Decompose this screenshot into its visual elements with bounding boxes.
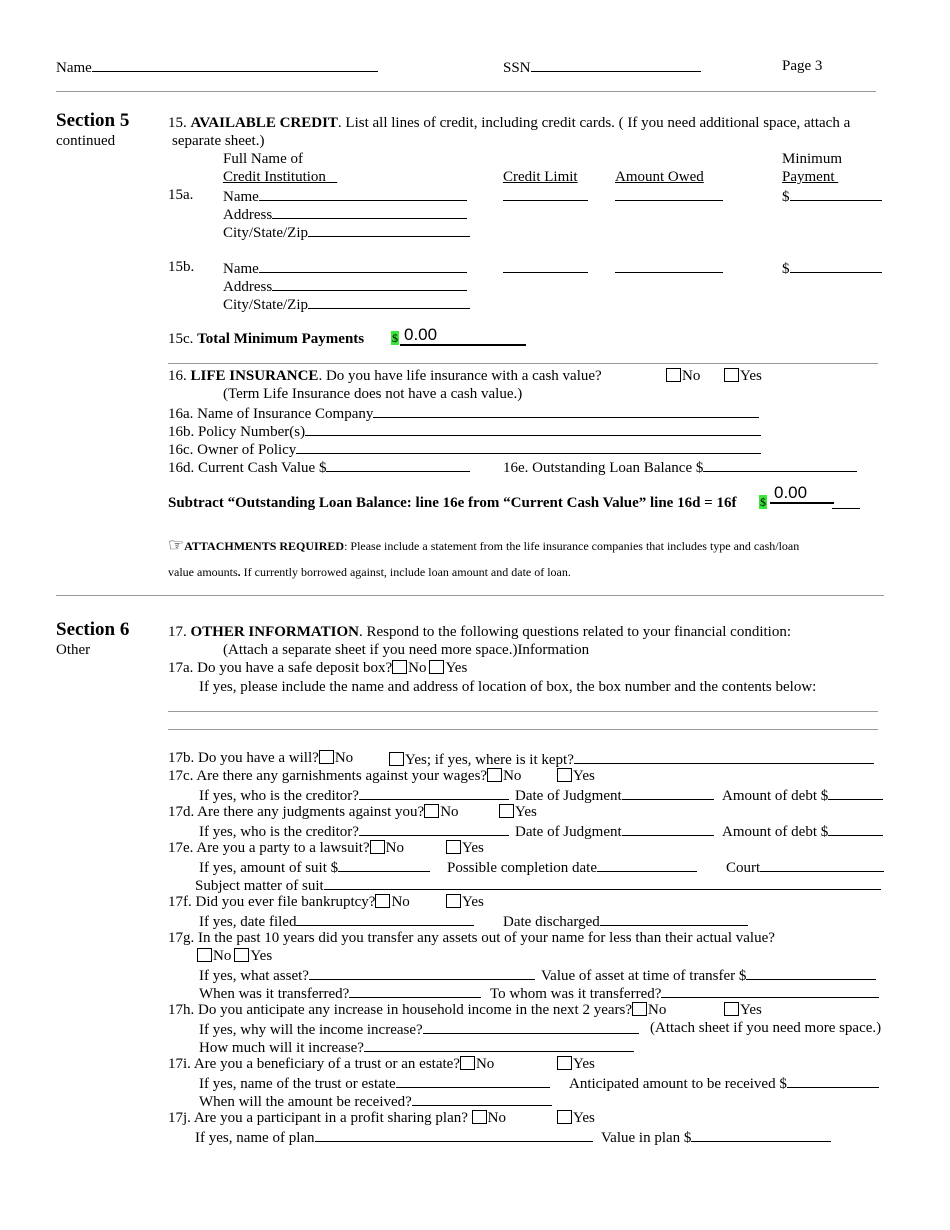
- q16f-input[interactable]: 0.00: [770, 484, 834, 504]
- q17i-anticipated[interactable]: Anticipated amount to be received $: [569, 1073, 879, 1093]
- divider-15-16: [168, 363, 878, 364]
- q17g-what-asset[interactable]: If yes, what asset?: [199, 965, 535, 985]
- q16b-field[interactable]: 16b. Policy Number(s): [168, 421, 761, 441]
- row-15a-min-payment[interactable]: $: [782, 186, 882, 206]
- q17g-question: 17g. In the past 10 years did you transfer any assets out of your name for less than their actual value?: [168, 930, 775, 946]
- section5-title: Section 5: [56, 110, 130, 131]
- q16-no-option[interactable]: No: [666, 367, 700, 385]
- ssn-label: SSN: [503, 60, 531, 76]
- q17b-row: 17b. Do you have a will? No: [168, 750, 354, 766]
- row-15b-label: 15b.: [168, 259, 195, 275]
- q16-yes-checkbox[interactable]: [724, 368, 739, 382]
- pointing-hand-icon: ☞: [168, 535, 185, 555]
- q17-note: (Attach a separate sheet if you need more space.)Information: [223, 642, 590, 658]
- row-15b-credit-limit[interactable]: [503, 258, 588, 278]
- q16-no-checkbox[interactable]: [666, 368, 681, 382]
- q17e-row: 17e. Are you a party to a lawsuit? No: [168, 840, 404, 856]
- q17a-no-checkbox[interactable]: [392, 660, 407, 674]
- q17e-amount-suit[interactable]: If yes, amount of suit $: [199, 857, 430, 877]
- q16a-field[interactable]: 16a. Name of Insurance Company: [168, 403, 759, 423]
- q17b-no-checkbox[interactable]: [319, 750, 334, 764]
- q17e-subject-matter[interactable]: Subject matter of suit: [195, 875, 881, 895]
- q17g-when-transferred[interactable]: When was it transferred?: [199, 983, 481, 1003]
- q17e-yes-checkbox[interactable]: [446, 840, 461, 854]
- q16c-field[interactable]: 16c. Owner of Policy: [168, 439, 761, 459]
- col-credit-institution: Credit Institution: [223, 169, 326, 185]
- name-label: Name: [56, 60, 92, 76]
- q17j-plan-name[interactable]: If yes, name of plan: [195, 1127, 593, 1147]
- section-divider: [56, 595, 884, 596]
- q17i-no-checkbox[interactable]: [460, 1056, 475, 1070]
- q17a-contents-line-1[interactable]: [168, 711, 878, 712]
- q16f-tail-line: [832, 494, 860, 514]
- q17d-yes-option[interactable]: Yes: [499, 803, 537, 821]
- q17j-yes-checkbox[interactable]: [557, 1110, 572, 1124]
- q15-heading: 15. AVAILABLE CREDIT. List all lines of credit, including credit cards. ( If you need additional space, attach a: [168, 115, 851, 131]
- q16-heading: 16. LIFE INSURANCE. Do you have life insurance with a cash value?: [168, 368, 602, 384]
- q17h-row: 17h. Do you anticipate any increase in household income in the next 2 years? No: [168, 1002, 667, 1018]
- col-credit-limit: Credit Limit: [503, 169, 578, 185]
- q17j-value-plan[interactable]: Value in plan $: [601, 1127, 831, 1147]
- row-15b-city[interactable]: City/State/Zip: [223, 294, 470, 314]
- q17c-yes-option[interactable]: Yes: [557, 767, 595, 785]
- row-15b-amount-owed[interactable]: [615, 258, 723, 278]
- q17j-row: 17j. Are you a participant in a profit sharing plan? No: [168, 1110, 507, 1126]
- q17d-yes-checkbox[interactable]: [499, 804, 514, 818]
- q17h-yes-checkbox[interactable]: [724, 1002, 739, 1016]
- q17b-yes-row[interactable]: Yes; if yes, where is it kept?: [389, 749, 874, 769]
- row-15a-amount-owed[interactable]: [615, 186, 723, 206]
- q17c-date-judgment[interactable]: Date of Judgment: [515, 785, 714, 805]
- row-15a-address[interactable]: Address: [223, 204, 467, 224]
- q17f-date-discharged[interactable]: Date discharged: [503, 911, 748, 931]
- q17c-no-checkbox[interactable]: [487, 768, 502, 782]
- q16d-field[interactable]: 16d. Current Cash Value $: [168, 457, 470, 477]
- q17i-trust-name[interactable]: If yes, name of the trust or estate: [199, 1073, 550, 1093]
- q17c-yes-checkbox[interactable]: [557, 768, 572, 782]
- q17a-note: If yes, please include the name and address of location of box, the box number and the contents below:: [199, 679, 817, 695]
- row-15a-credit-limit[interactable]: [503, 186, 588, 206]
- q17i-yes-checkbox[interactable]: [557, 1056, 572, 1070]
- q17d-no-checkbox[interactable]: [424, 804, 439, 818]
- q17e-no-checkbox[interactable]: [370, 840, 385, 854]
- col-amount-owed: Amount Owed: [615, 169, 704, 185]
- q17g-options: No Yes: [197, 947, 272, 965]
- q16-yes-option[interactable]: Yes: [724, 367, 762, 385]
- section5-subtitle: continued: [56, 133, 116, 149]
- q16e-field[interactable]: 16e. Outstanding Loan Balance $: [503, 457, 857, 477]
- q17d-date-judgment[interactable]: Date of Judgment: [515, 821, 714, 841]
- q17g-yes-checkbox[interactable]: [234, 948, 249, 962]
- q17g-no-checkbox[interactable]: [197, 948, 212, 962]
- q17f-yes-checkbox[interactable]: [446, 894, 461, 908]
- q17j-yes-option[interactable]: Yes: [557, 1109, 595, 1127]
- q17a-contents-line-2[interactable]: [168, 729, 878, 730]
- q17g-to-whom[interactable]: To whom was it transferred?: [490, 983, 879, 1003]
- row-15b-name[interactable]: Name: [223, 258, 467, 278]
- q17j-no-checkbox[interactable]: [472, 1110, 487, 1124]
- ssn-field[interactable]: [503, 57, 701, 77]
- subtract-text: Subtract “Outstanding Loan Balance: line 16e from “Current Cash Value” line 16d = 16f: [168, 495, 737, 511]
- col-payment: Payment: [782, 169, 835, 185]
- q17c-row: 17c. Are there any garnishments against your wages? No: [168, 768, 522, 784]
- name-field[interactable]: [56, 57, 378, 77]
- q17c-creditor[interactable]: If yes, who is the creditor?: [199, 785, 509, 805]
- q17h-how-much[interactable]: How much will it increase?: [199, 1037, 634, 1057]
- q17i-yes-option[interactable]: Yes: [557, 1055, 595, 1073]
- q17-heading: 17. OTHER INFORMATION. Respond to the following questions related to your financial condition:: [168, 624, 791, 640]
- q17e-yes-option[interactable]: Yes: [446, 839, 484, 857]
- row-15b-min-payment[interactable]: $: [782, 258, 882, 278]
- q17f-yes-option[interactable]: Yes: [446, 893, 484, 911]
- col-full-name: Full Name of: [223, 151, 303, 167]
- q17h-no-checkbox[interactable]: [632, 1002, 647, 1016]
- q17f-date-filed[interactable]: If yes, date filed: [199, 911, 474, 931]
- q17h-attach-note: (Attach sheet if you need more space.): [650, 1020, 882, 1036]
- q17d-row: 17d. Are there any judgments against you? No: [168, 804, 459, 820]
- row-15a-label: 15a.: [168, 187, 194, 203]
- header-divider: [56, 91, 876, 92]
- page-number: Page 3: [782, 58, 823, 74]
- q17i-when-received[interactable]: When will the amount be received?: [199, 1091, 552, 1111]
- row-15a-name[interactable]: Name: [223, 186, 467, 206]
- section6-title: Section 6: [56, 619, 130, 640]
- q17c-amount-debt[interactable]: Amount of debt $: [722, 785, 883, 805]
- attachments-note-cont: value amounts. If currently borrowed against, include loan amount and date of loan.: [168, 565, 571, 579]
- row-15a-city[interactable]: City/State/Zip: [223, 222, 470, 242]
- q16f-dollar: $: [760, 495, 766, 509]
- q17d-amount-debt[interactable]: Amount of debt $: [722, 821, 883, 841]
- q17h-why-increase[interactable]: If yes, why will the income increase?: [199, 1019, 639, 1039]
- section6-subtitle: Other: [56, 642, 91, 658]
- q15-heading-cont: separate sheet.): [172, 133, 265, 149]
- q17e-court[interactable]: Court: [726, 857, 884, 877]
- q17a-row: 17a. Do you have a safe deposit box? No Yes: [168, 660, 468, 676]
- q17f-row: 17f. Did you ever file bankruptcy? No: [168, 894, 410, 910]
- q17i-row: 17i. Are you a beneficiary of a trust or an estate? No: [168, 1056, 495, 1072]
- q17d-creditor[interactable]: If yes, who is the creditor?: [199, 821, 509, 841]
- q17e-completion-date[interactable]: Possible completion date: [447, 857, 697, 877]
- row-15b-address[interactable]: Address: [223, 276, 467, 296]
- q17b-yes-checkbox[interactable]: [389, 752, 404, 766]
- q17a-yes-checkbox[interactable]: [429, 660, 444, 674]
- q17h-yes-option[interactable]: Yes: [724, 1001, 762, 1019]
- q15c-dollar: $: [392, 331, 398, 345]
- q17f-no-checkbox[interactable]: [375, 894, 390, 908]
- q15c-label: 15c. Total Minimum Payments: [168, 331, 365, 347]
- attachments-note: ☞ATTACHMENTS REQUIRED: Please include a statement from the life insurance companies that includes type and cash/loan: [168, 535, 800, 555]
- col-minimum: Minimum: [782, 151, 843, 167]
- q17g-asset-value[interactable]: Value of asset at time of transfer $: [541, 965, 876, 985]
- q16-note: (Term Life Insurance does not have a cash value.): [223, 386, 523, 402]
- q15c-total-input[interactable]: 0.00: [400, 326, 526, 346]
